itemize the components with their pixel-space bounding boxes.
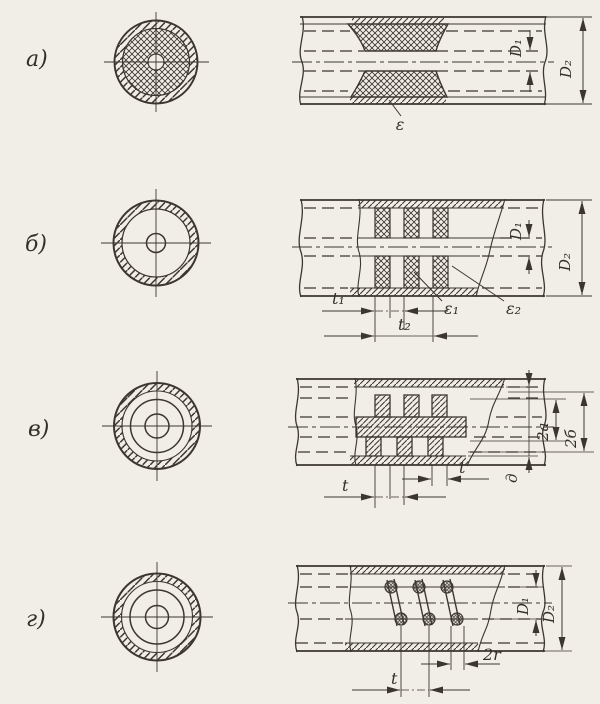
row-a-longitudinal-section (292, 16, 592, 134)
dim-t-prime: t′ (459, 458, 470, 477)
dim-d2: D₂ (557, 59, 575, 78)
cord-helix (385, 579, 463, 626)
dim-2b: 2б (562, 429, 580, 448)
row-b-cross-section (101, 189, 211, 297)
break-edge (300, 16, 304, 105)
dim-t2: t₂ (398, 315, 411, 334)
row-v-cross-section (102, 371, 212, 481)
dim-t1: t₁ (332, 289, 345, 308)
row-a-label: а) (26, 47, 48, 72)
dim-d: д (503, 473, 521, 483)
dim-eps1: ε₁ (444, 299, 459, 318)
row-g (26, 562, 572, 697)
row-v (28, 370, 594, 508)
row-a (26, 12, 592, 134)
dim-eps2: ε₂ (506, 299, 521, 318)
spiral-insulation (356, 395, 466, 456)
dim-d1: D₁ (507, 221, 525, 240)
washers (375, 208, 448, 288)
row-g-cross-section (101, 562, 213, 672)
row-g-longitudinal-section (288, 565, 572, 697)
dim-2r: 2r (483, 645, 501, 664)
row-a-cross-section (104, 12, 209, 112)
row-v-label: в) (28, 417, 50, 442)
row-g-label: г) (26, 607, 46, 632)
dim-d2: D₂ (556, 252, 574, 271)
dim-t: t (342, 476, 349, 495)
row-v-longitudinal-section (288, 370, 594, 508)
break-edge (543, 16, 547, 105)
dim-d2: D₂ (540, 604, 558, 623)
row-b-label: б) (25, 232, 48, 257)
dim-2a: 2a (534, 422, 552, 441)
dim-d1: D₁ (507, 38, 525, 57)
row-b (25, 189, 592, 342)
dim-epsilon: ε (395, 115, 405, 134)
dielectric-block (348, 24, 448, 51)
dim-t: t (391, 669, 398, 688)
row-b-longitudinal-section (292, 199, 592, 342)
dielectric-block (351, 71, 447, 97)
dim-d1: D₁ (514, 596, 532, 615)
